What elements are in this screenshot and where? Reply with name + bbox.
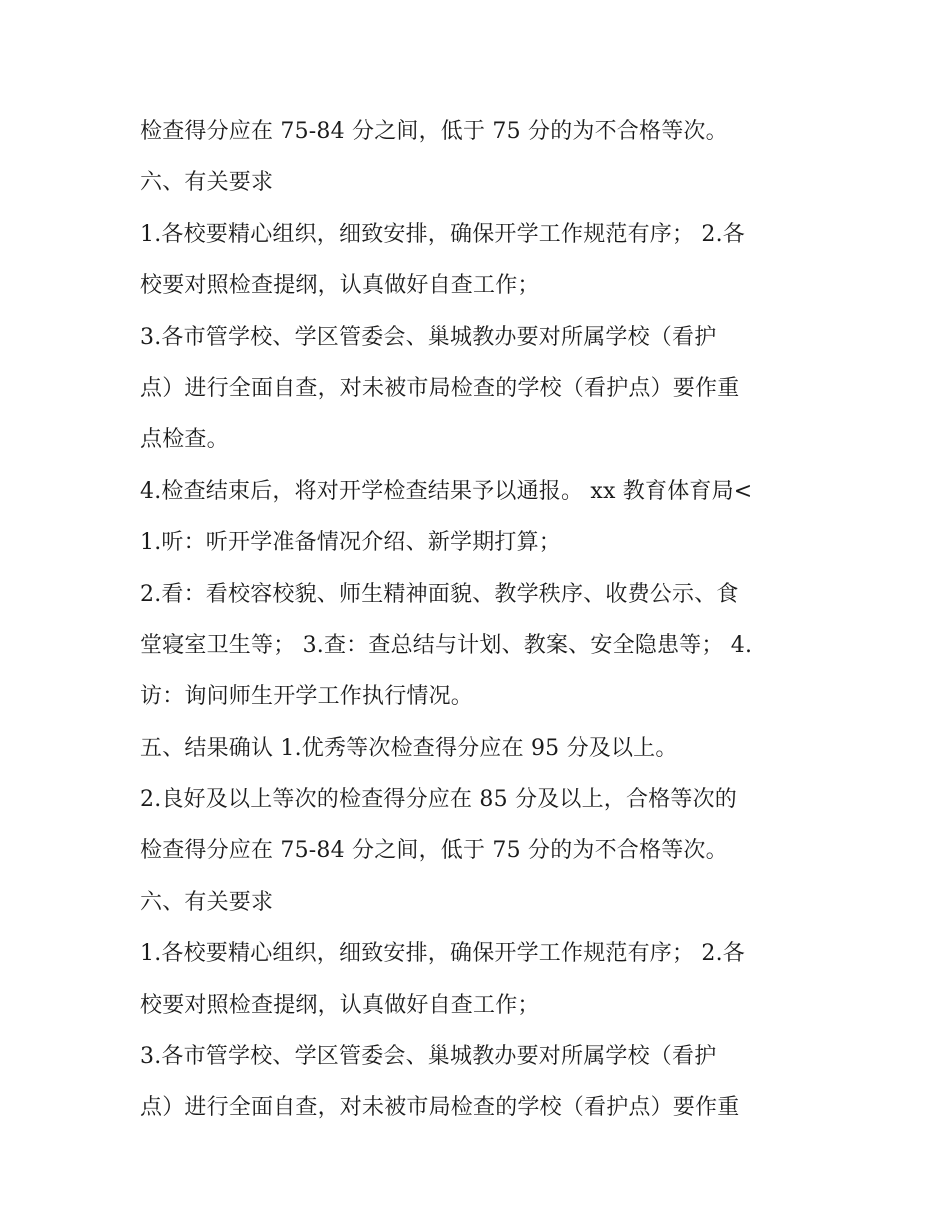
- text-line: 1.各校要精心组织，细致安排，确保开学工作规范有序； 2.各: [140, 941, 745, 967]
- text-line: 检查得分应在 75-84 分之间，低于 75 分的为不合格等次。: [140, 119, 728, 144]
- section-heading: 五、结果确认 1.优秀等次检查得分应在 95 分及以上。: [140, 735, 678, 761]
- text-line: 点检查。: [140, 427, 229, 453]
- text-line: 2.看：看校容校貌、师生精神面貌、教学秩序、收费公示、食: [140, 581, 739, 607]
- document-body: [140, 106, 830, 1134]
- text-line: 1.各校要精心组织，细致安排，确保开学工作规范有序； 2.各: [140, 221, 745, 247]
- text-line: 点）进行全面自查，对未被市局检查的学校（看护点）要作重: [140, 1095, 740, 1121]
- text-line: 2.良好及以上等次的检查得分应在 85 分及以上，合格等次的: [140, 787, 737, 813]
- text-line: 3.各市管学校、学区管委会、巢城教办要对所属学校（看护: [140, 324, 717, 350]
- text-line: 堂寝室卫生等； 3.查：查总结与计划、教案、安全隐患等； 4.: [140, 632, 753, 658]
- text-line: 点）进行全面自查，对未被市局检查的学校（看护点）要作重: [140, 375, 740, 401]
- text-line: 校要对照检查提纲，认真做好自查工作；: [140, 992, 540, 1018]
- text-line: 4.检查结束后，将对开学检查结果予以通报。 xx 教育体育局<: [140, 478, 753, 504]
- section-heading: 六、有关要求: [140, 170, 274, 196]
- section-heading: 六、有关要求: [140, 889, 274, 915]
- text-line: 3.各市管学校、学区管委会、巢城教办要对所属学校（看护: [140, 1044, 717, 1070]
- text-line: 检查得分应在 75-84 分之间，低于 75 分的为不合格等次。: [140, 838, 728, 864]
- text-line: 1.听：听开学准备情况介绍、新学期打算；: [140, 530, 561, 556]
- text-line: 访：询问师生开学工作执行情况。: [140, 684, 474, 710]
- text-line: 校要对照检查提纲，认真做好自查工作；: [140, 273, 540, 299]
